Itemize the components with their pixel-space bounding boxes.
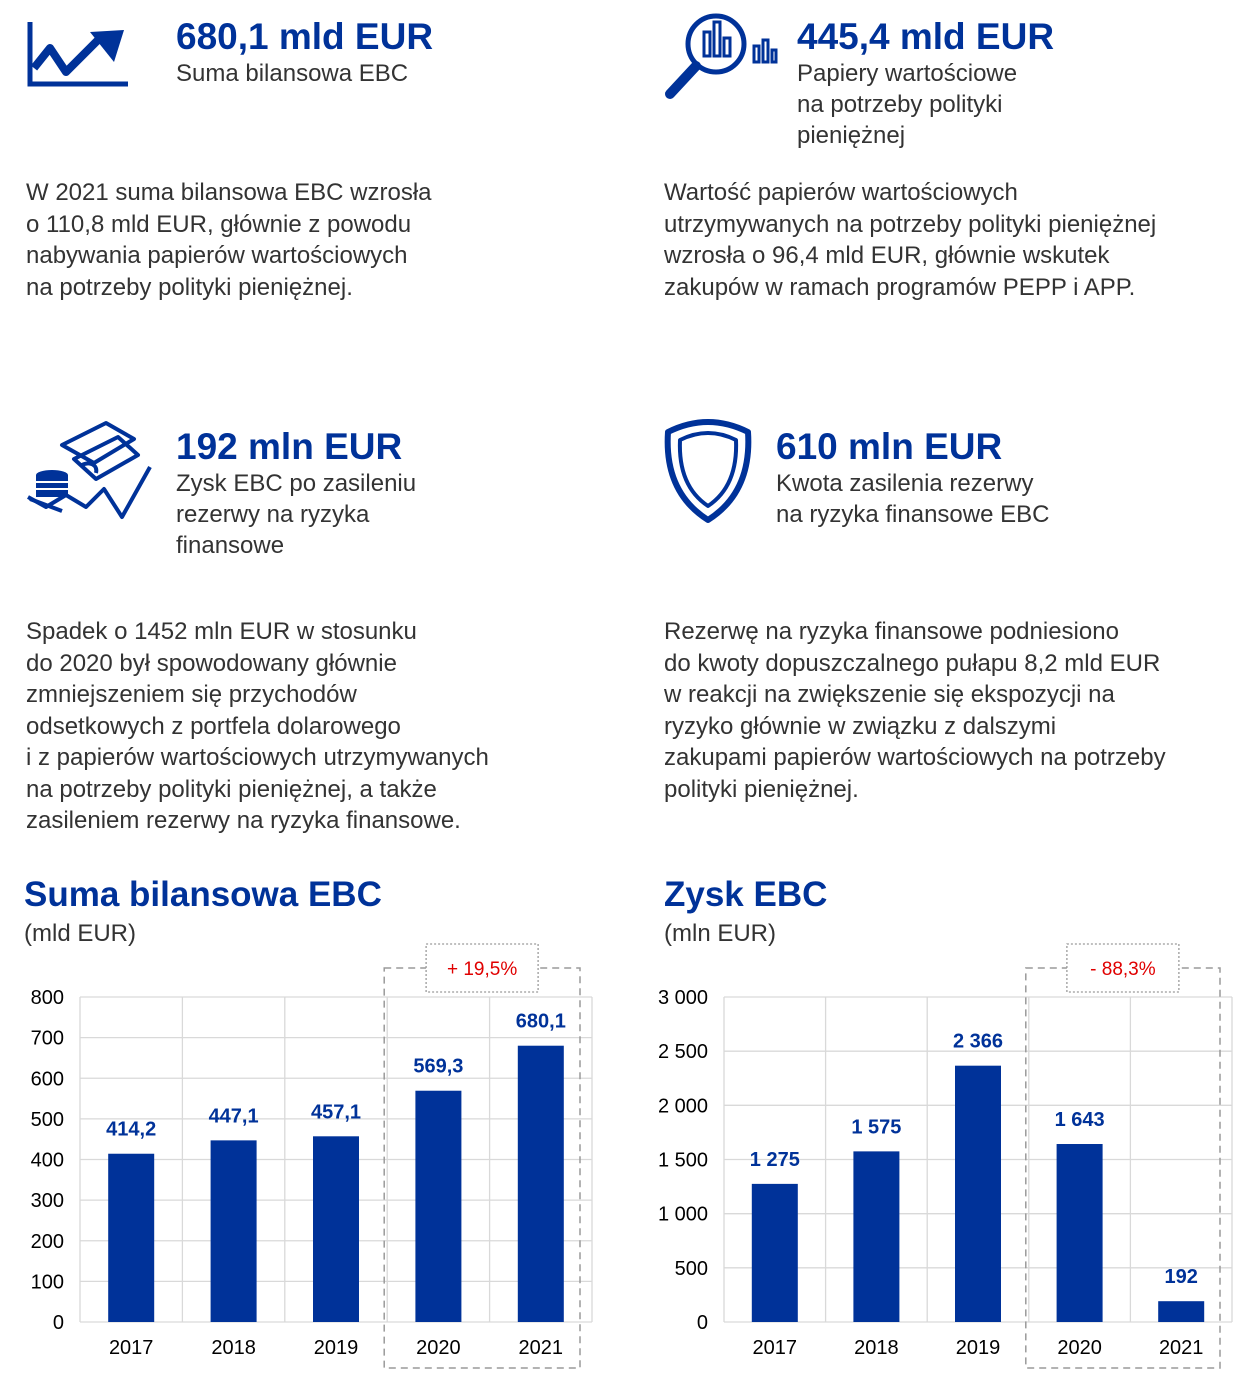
- data-label: 457,1: [310, 1101, 362, 1124]
- kpi-description: Wartość papierów wartościowych utrzymywanych na potrzeby polityki pieniężnej wzrosła o 96,4 mld EUR, głównie wskutek zakupów w ramach programów PEPP i APP.: [664, 179, 1157, 301]
- bar-2017: [108, 1154, 154, 1322]
- kpi-description: Rezerwę na ryzyka finansowe podniesiono do kwoty dopuszczalnego pułapu 8,2 mld EUR w reakcji na zwiększenie się ekspozycji na ryzyko głównie w związku z dalszymi zakupami papierów wartościowych na potrzeby polityki pieniężnej.: [664, 618, 1166, 803]
- y-tick-label: 600: [30, 1068, 64, 1091]
- y-tick-label: 1 000: [657, 1203, 708, 1226]
- bar-2020: [1057, 1144, 1103, 1322]
- kpi-description: W 2021 suma bilansowa EBC wzrosła o 110,8 mld EUR, głównie z powodu nabywania papierów wartościowych na potrzeby polityki pieniężnej.: [26, 179, 432, 301]
- kpi-label: Suma bilansowa EBC: [176, 60, 409, 87]
- y-tick-label: 700: [30, 1027, 64, 1050]
- y-tick-label: 3 000: [657, 987, 708, 1009]
- profit-chart: [620, 940, 1240, 1373]
- kpi-value: 680,1 mld EUR: [176, 16, 434, 57]
- x-tick-label: 2019: [313, 1337, 359, 1359]
- bar-2019: [313, 1136, 359, 1322]
- y-tick-label: 400: [30, 1149, 64, 1172]
- x-tick-label: 2020: [1057, 1337, 1102, 1359]
- data-label: 414,2: [106, 1118, 157, 1141]
- kpi-value: 445,4 mld EUR: [797, 16, 1055, 57]
- y-tick-label: 300: [30, 1190, 64, 1213]
- bar-2021: [1158, 1301, 1204, 1322]
- kpi-value: 610 mln EUR: [776, 426, 1003, 467]
- kpi-label: Kwota zasilenia rezerwy na ryzyka finansowe EBC: [776, 470, 1050, 528]
- bar-2021: [518, 1046, 564, 1322]
- chart-title: Zysk EBC: [664, 875, 828, 914]
- y-tick-label: 500: [30, 1108, 64, 1131]
- y-tick-label: 200: [30, 1230, 64, 1253]
- x-tick-label: 2018: [854, 1337, 899, 1359]
- y-tick-label: 800: [30, 987, 64, 1009]
- shield-icon: [664, 418, 752, 524]
- magnifier-chart-icon: [662, 10, 778, 102]
- money-coins-icon: [26, 415, 154, 521]
- x-tick-label: 2020: [416, 1337, 461, 1359]
- trend-up-icon: [26, 20, 130, 88]
- bar-2019: [955, 1066, 1001, 1322]
- bar-2017: [752, 1184, 798, 1322]
- y-tick-label: 100: [30, 1271, 64, 1294]
- y-tick-label: 1 500: [657, 1149, 708, 1172]
- kpi-label: Zysk EBC po zasileniu rezerwy na ryzyka finansowe: [176, 470, 417, 559]
- kpi-value: 192 mln EUR: [176, 426, 403, 467]
- data-label: 1 575: [851, 1116, 902, 1139]
- y-tick-label: 2 500: [657, 1041, 708, 1064]
- change-label: - 88,3%: [1090, 959, 1156, 980]
- kpi-description: Spadek o 1452 mln EUR w stosunku do 2020 był spowodowany głównie zmniejszeniem się przychodów odsetkowych z portfela dolarowego i z papierów wartościowych utrzymywanych na potrzeby polityki pieniężnej, a także zasileniem rezerwy na ryzyka finansowe.: [26, 618, 489, 834]
- x-tick-label: 2021: [1158, 1337, 1204, 1359]
- data-label: 2 366: [952, 1030, 1004, 1053]
- y-tick-label: 0: [696, 1312, 708, 1334]
- data-label: 1 643: [1054, 1109, 1105, 1132]
- y-tick-label: 2 000: [657, 1095, 708, 1118]
- y-tick-label: 0: [52, 1312, 64, 1334]
- kpi-label: Papiery wartościowe na potrzeby polityki pieniężnej: [797, 60, 1018, 149]
- bar-2018: [211, 1140, 257, 1322]
- y-tick-label: 500: [674, 1257, 708, 1280]
- data-label: 569,3: [413, 1055, 464, 1078]
- bar-2020: [415, 1091, 461, 1322]
- x-tick-label: 2019: [955, 1337, 1001, 1359]
- chart-title: Suma bilansowa EBC: [24, 875, 382, 914]
- x-tick-label: 2021: [518, 1337, 564, 1359]
- x-tick-label: 2017: [108, 1337, 154, 1359]
- data-label: 1 275: [749, 1148, 800, 1171]
- bar-2018: [853, 1151, 899, 1322]
- x-tick-label: 2018: [211, 1337, 256, 1359]
- chart-unit: (mld EUR): [24, 920, 136, 947]
- data-label: 680,1: [515, 1010, 566, 1033]
- chart-unit: (mln EUR): [664, 920, 776, 947]
- data-label: 192: [1164, 1266, 1198, 1289]
- x-tick-label: 2017: [752, 1337, 798, 1359]
- balance-sheet-chart: [0, 940, 620, 1373]
- data-label: 447,1: [208, 1105, 259, 1128]
- change-label: + 19,5%: [446, 959, 518, 980]
